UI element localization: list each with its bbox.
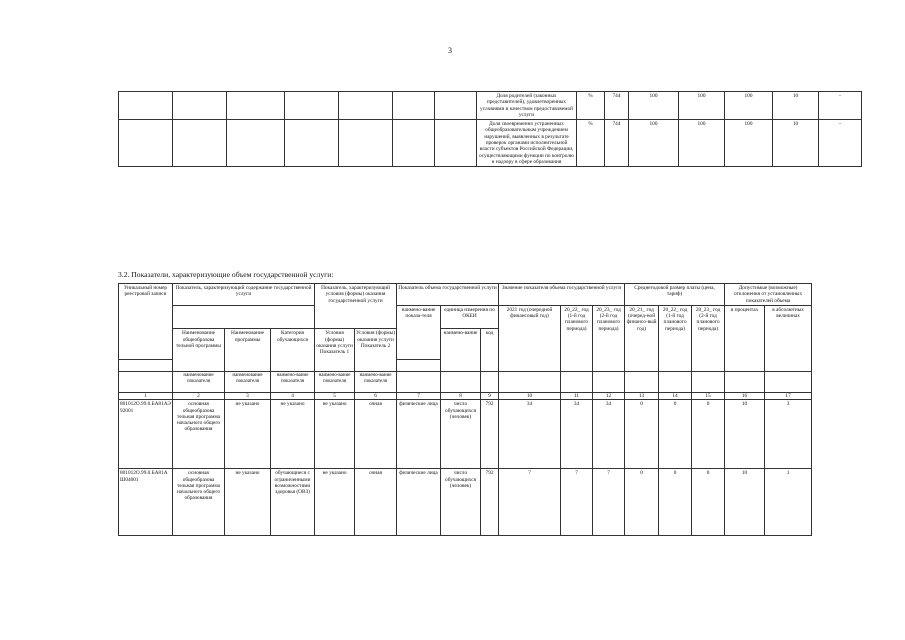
price-cell: 0 [659, 400, 692, 469]
header-cell: в процентах [725, 305, 765, 371]
header-cell: Допустимые (возможные) отклонения от установленных показателей объема [725, 284, 812, 306]
price-cell: 0 [625, 400, 659, 469]
column-number: 8 [441, 393, 481, 400]
code-cell: 744 [605, 92, 629, 120]
header-cell: Категория обучающихся [271, 329, 315, 372]
abs-cell: 3 [765, 400, 812, 469]
header-cell: 20_23_ год (2-й год планового периода) [593, 305, 625, 371]
section-title: 3.2. Показатели, характеризующие объем государственной услуги: [118, 270, 334, 279]
header-row [119, 284, 812, 306]
value-cell: 100 [679, 92, 725, 120]
column-number: 6 [355, 393, 397, 400]
column-number: 4 [271, 393, 315, 400]
indicator-name: Доля родителей (законных представителей), удовлетворенных условиями и качеством предоставляемой услуги [477, 92, 577, 120]
column-number: 13 [625, 393, 659, 400]
header-cell: 2021 год (очередной финансовый год) [499, 305, 561, 371]
column-number: 5 [315, 393, 355, 400]
form-cell: очная [355, 400, 397, 469]
column-number-row [119, 393, 812, 400]
header-cell: наимено-вание показа-теля [397, 305, 441, 359]
header-cell: Значение показателя объема государственной услуги [499, 284, 625, 306]
program-name: основная общеобразова тельная программа начального общего образования [173, 400, 225, 469]
value-cell: 100 [679, 120, 725, 167]
header-cell: наимено-вание показателя [315, 372, 355, 393]
table-row [119, 469, 812, 536]
category-cell: обучающиеся с ограниченными возможностями здоровья (ОВЗ) [271, 469, 315, 536]
value-cell: 34 [499, 400, 561, 469]
price-cell: 0 [659, 469, 692, 536]
header-cell: Показатель, характеризующий содержание государственной услуги [173, 284, 315, 306]
column-number: 1 [119, 393, 173, 400]
column-number: 16 [725, 393, 765, 400]
column-number: 11 [561, 393, 593, 400]
column-number: 3 [225, 393, 271, 400]
indicator-name: Доля своевременно устраненных общеобразовательным учреждением нарушений, выявленных в результате проверок органами исполнительной власти субъектов Российской Федерации, осуществляющими функции по контролю и надзору в сфере образования [477, 120, 577, 167]
unit-cell: число обучающихся (человек) [441, 469, 481, 536]
form-cell: не указано [315, 469, 355, 536]
header-row [119, 372, 812, 393]
code-cell: 792 [481, 400, 499, 469]
header-cell: Показатель объема государственной услуги [397, 284, 499, 306]
header-cell: код [481, 329, 499, 372]
header-cell: 20_22_ год (1-й год планового периода) [659, 305, 692, 371]
quality-indicators-table [118, 91, 862, 167]
column-number: 9 [481, 393, 499, 400]
price-cell: 0 [625, 469, 659, 536]
table-row [119, 400, 812, 469]
pct-cell: 10 [725, 469, 765, 536]
value-cell: 34 [593, 400, 625, 469]
unit-cell: % [577, 92, 605, 120]
category-cell: не указано [271, 400, 315, 469]
header-cell: наимено-вание [441, 329, 481, 372]
header-cell: Условия (формы) оказания услуги Показатель 2 [355, 329, 397, 372]
header-cell: наименование показателя [225, 372, 271, 393]
unit-cell: число обучающихся (человек) [441, 400, 481, 469]
value-cell: 34 [561, 400, 593, 469]
column-number: 12 [593, 393, 625, 400]
price-cell: 0 [692, 400, 725, 469]
value-cell: 7 [561, 469, 593, 536]
code-cell: 792 [481, 469, 499, 536]
abs-cell: - [819, 120, 862, 167]
header-cell: наимено-вание показателя [355, 372, 397, 393]
header-cell: Среднегодовой размер платы (цена, тариф) [625, 284, 725, 306]
header-cell: 20_22_ год (1-й год планового периода) [561, 305, 593, 371]
registry-id: 801012О.99.0.БА81АЭ92001 [119, 400, 173, 469]
header-cell: единица измерения по ОКЕИ [441, 305, 499, 328]
unit-cell: % [577, 120, 605, 167]
header-cell: 20_23_ год (2-й год планового периода) [692, 305, 725, 371]
page-number: 3 [448, 46, 452, 55]
code-cell: 744 [605, 120, 629, 167]
program-cell: не указано [225, 400, 271, 469]
value-cell: 100 [629, 120, 679, 167]
registry-id: 801012О.99.0.БА81АШ04001 [119, 469, 173, 536]
header-row [119, 305, 812, 328]
price-cell: 0 [692, 469, 725, 536]
header-cell: Наименование общеобразова тельной программы [173, 329, 225, 372]
table-row [119, 120, 862, 167]
header-cell: Показатель, характеризующий условия (формы) оказания государственной услуги [315, 284, 397, 329]
indicator-name: физические лица [397, 469, 441, 536]
value-cell: 7 [593, 469, 625, 536]
indicator-name: физические лица [397, 400, 441, 469]
table-row [119, 92, 862, 120]
header-cell: в абсолютных величинах [765, 305, 812, 371]
program-name: основная общеобразова тельная программа начального общего образования [173, 469, 225, 536]
header-cell: наименование показателя [173, 372, 225, 393]
abs-cell: - [819, 92, 862, 120]
column-number: 17 [765, 393, 812, 400]
pct-cell: 10 [725, 400, 765, 469]
column-number: 7 [397, 393, 441, 400]
column-number: 10 [499, 393, 561, 400]
header-cell: Условия (формы) оказания услуги Показатель 1 [315, 329, 355, 372]
column-number: 2 [173, 393, 225, 400]
form-cell: очная [355, 469, 397, 536]
header-cell: наимено-вание показателя [271, 372, 315, 393]
value-cell: 100 [629, 92, 679, 120]
pct-cell: 10 [773, 120, 819, 167]
abs-cell: 1 [765, 469, 812, 536]
header-cell: Наименование программы [225, 329, 271, 372]
program-cell: не указано [225, 469, 271, 536]
value-cell: 7 [499, 469, 561, 536]
value-cell: 100 [725, 120, 773, 167]
header-cell: 20_21_ год (очеред-ной финансо-вый год) [625, 305, 659, 371]
form-cell: не указано [315, 400, 355, 469]
pct-cell: 10 [773, 92, 819, 120]
column-number: 15 [692, 393, 725, 400]
header-cell: Уникальный номер реестровой записи [119, 284, 173, 360]
volume-indicators-table [118, 283, 812, 536]
column-number: 14 [659, 393, 692, 400]
value-cell: 100 [725, 92, 773, 120]
